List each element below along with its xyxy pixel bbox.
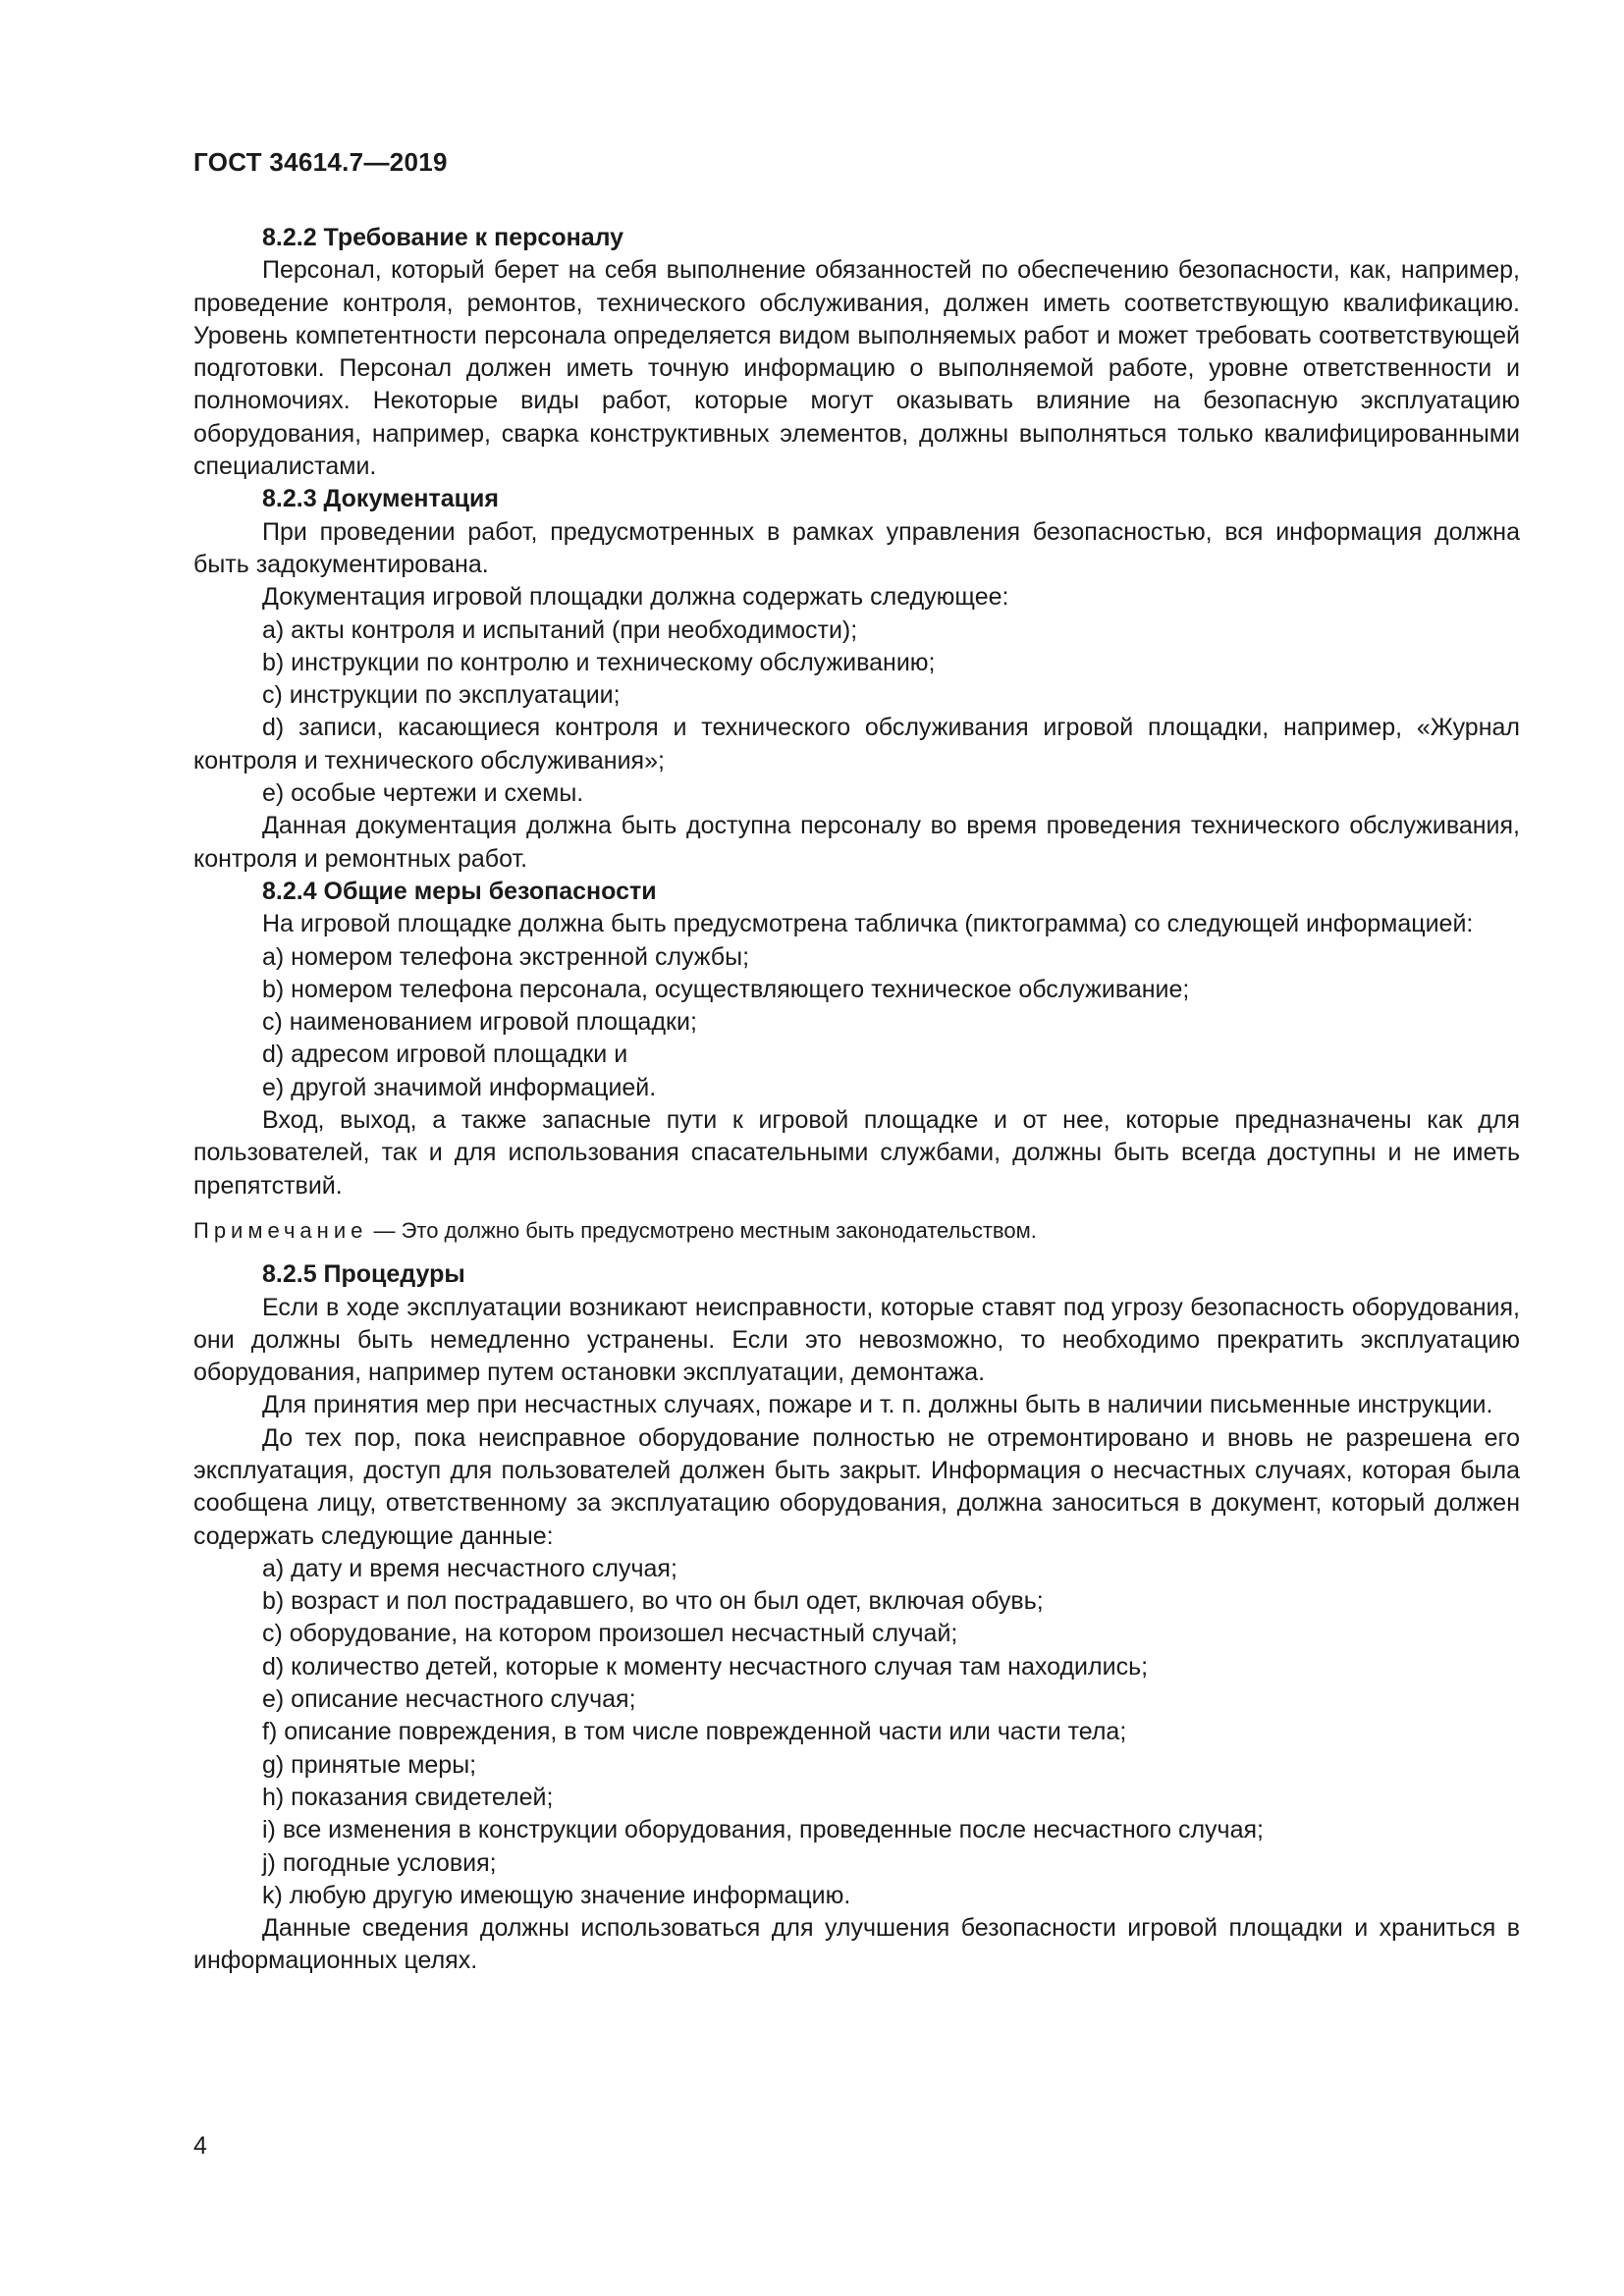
list-item: e) другой значимой информацией. (262, 1073, 657, 1101)
document-body (193, 222, 1520, 1978)
paragraph: Если в ходе эксплуатации возникают неисправности, которые ставят под угрозу безопасность оборудования, они должны быть немедленно устранены. Если это невозможно, то необходимо прекратить эксплуатацию оборудования, например путем остановки эксплуатации, демонтажа. (193, 1293, 1520, 1387)
note-text: — Это должно быть предусмотрено местным законодательством. (367, 1217, 1037, 1243)
list-item: a) акты контроля и испытаний (при необходимости); (262, 615, 858, 644)
paragraph: Для принятия мер при несчастных случаях, пожаре и т. п. должны быть в наличии письменные инструкции. (262, 1391, 1493, 1419)
list-item: g) принятые меры; (262, 1750, 477, 1779)
paragraph: Вход, выход, а также запасные пути к игровой площадке и от нее, которые предназначены как для пользователей, так и для использования спасательными службами, должны быть всегда доступны и не иметь препятствий. (193, 1106, 1520, 1200)
list-item: h) показания свидетелей; (262, 1783, 554, 1811)
note-label: Примечание (193, 1217, 368, 1243)
list-item: d) адресом игровой площадки и (262, 1041, 628, 1069)
list-item: f) описание повреждения, в том числе поврежденной части или части тела; (262, 1718, 1127, 1746)
list-item: b) инструкции по контролю и техническому обслуживанию; (262, 648, 936, 676)
section-heading: 8.2.2 Требование к персоналу (262, 224, 624, 251)
list-item: j) погодные условия; (262, 1848, 497, 1877)
paragraph: Документация игровой площадки должна содержать следующее: (262, 583, 1009, 612)
list-item: e) описание несчастного случая; (262, 1685, 636, 1714)
list-item: a) номером телефона экстренной службы; (262, 942, 750, 971)
paragraph: На игровой площадке должна быть предусмотрена табличка (пиктограмма) со следующей информацией: (262, 910, 1474, 938)
list-item: c) оборудование, на котором произошел несчастный случай; (262, 1620, 958, 1648)
section-heading: 8.2.3 Документация (262, 485, 499, 513)
list-item: c) наименованием игровой площадки; (262, 1008, 697, 1037)
section-heading: 8.2.5 Процедуры (262, 1260, 465, 1289)
paragraph: Персонал, который берет на себя выполнение обязанностей по обеспечению безопасности, как, например, проведение контроля, ремонтов, технического обслуживания, должен иметь соответствующую квалификацию. Уровень компетентности персонала определяется видом выполняемых работ и может требовать соответствующей подготовки. Персонал должен иметь точную информацию о выполняемой работе, уровне ответственности и полномочиях. Некоторые виды работ, которые могут оказывать влияние на безопасную эксплуатацию оборудования, например, сварка конструктивных элементов, должны выполняться только квалифицированными специалистами. (193, 256, 1520, 481)
page-number: 4 (193, 2132, 207, 2160)
list-item: a) дату и время несчастного случая; (262, 1554, 677, 1582)
list-item: i) все изменения в конструкции оборудования, проведенные после несчастного случая; (262, 1816, 1264, 1844)
list-item: k) любую другую имеющую значение информацию. (262, 1881, 851, 1909)
paragraph: При проведении работ, предусмотренных в рамках управления безопасностью, вся информация должна быть задокументирована. (193, 517, 1520, 578)
list-item: c) инструкции по эксплуатации; (262, 681, 621, 710)
section-heading: 8.2.4 Общие меры безопасности (262, 877, 657, 905)
paragraph: d) записи, касающиеся контроля и технического обслуживания игровой площадки, например, «Журнал контроля и технического обслуживания»; (193, 714, 1520, 774)
paragraph: Данные сведения должны использоваться для улучшения безопасности игровой площадки и храниться в информационных целях. (193, 1914, 1520, 1975)
list-item: b) возраст и пол пострадавшего, во что он был одет, включая обувь; (262, 1587, 1044, 1616)
list-item: e) особые чертежи и схемы. (262, 779, 584, 808)
document-header: ГОСТ 34614.7—2019 (193, 147, 448, 177)
paragraph: До тех пор, пока неисправное оборудование полностью не отремонтировано и вновь не разрешена его эксплуатация, доступ для пользователей должен быть закрыт. Информация о несчастных случаях, которая была сообщена лицу, ответственному за эксплуатацию оборудования, должна заноситься в документ, который должен содержать следующие данные: (193, 1423, 1520, 1550)
note (193, 1214, 1520, 1247)
list-item: b) номером телефона персонала, осуществляющего техническое обслуживание; (262, 975, 1190, 1003)
list-item: d) количество детей, которые к моменту несчастного случая там находились; (262, 1652, 1149, 1681)
paragraph: Данная документация должна быть доступна персоналу во время проведения технического обслуживания, контроля и ремонтных работ. (193, 812, 1520, 873)
